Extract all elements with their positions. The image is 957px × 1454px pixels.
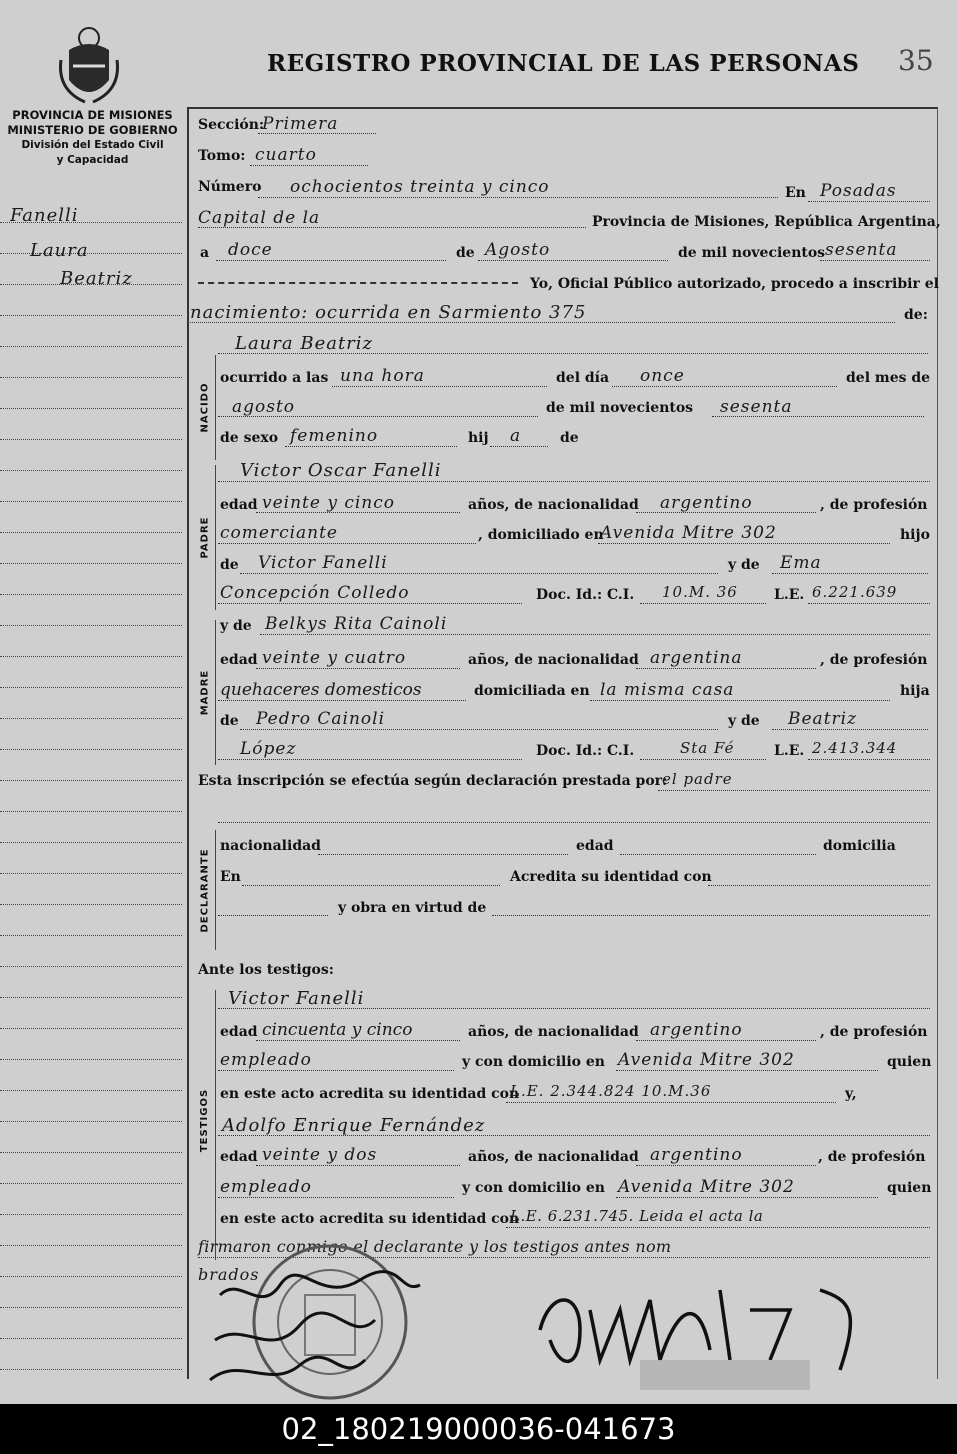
field-line	[218, 603, 522, 604]
margin-rule	[0, 594, 182, 595]
label-del-dia: del día	[556, 370, 610, 386]
value-capital: Capital de la	[198, 208, 321, 228]
margin-rule	[0, 1307, 182, 1308]
field-line	[772, 729, 928, 730]
label-de-mil: de mil novecientos	[678, 245, 826, 261]
label-quien: quien	[887, 1180, 932, 1196]
value-dia-nac: once	[640, 366, 685, 386]
footer-id-bar	[0, 1404, 957, 1454]
field-line	[490, 446, 548, 447]
value-t1-dom: Avenida Mitre 302	[618, 1050, 795, 1070]
label-de: de	[220, 713, 239, 729]
margin-rule	[0, 656, 182, 657]
margin-rule	[0, 625, 182, 626]
margin-rule	[0, 346, 182, 347]
field-line	[258, 197, 778, 198]
field-line	[590, 700, 890, 701]
field-line	[492, 915, 930, 916]
value-padre-nac: argentino	[660, 493, 753, 513]
margin-rule	[0, 1090, 182, 1091]
margin-rule	[0, 1338, 182, 1339]
label-inscripcion: Esta inscripción se efectúa según declaración prestada por:	[198, 773, 668, 789]
value-t2-dom: Avenida Mitre 302	[618, 1177, 795, 1197]
margin-rule	[0, 408, 182, 409]
value-acto: nacimiento: ocurrida en Sarmiento 375	[190, 302, 587, 323]
label-en: En	[785, 185, 806, 201]
field-line	[640, 759, 766, 760]
field-line	[250, 165, 368, 166]
field-line	[218, 915, 328, 916]
value-t1-prof: empleado	[220, 1050, 312, 1070]
value-t2-prof: empleado	[220, 1177, 312, 1197]
value-seccion: Primera	[262, 114, 339, 134]
label-provincia: Provincia de Misiones, República Argentina,	[592, 214, 941, 230]
label-seccion: Sección:	[198, 117, 265, 133]
value-padre-madre1: Ema	[780, 553, 822, 573]
label-con-domicilio: y con domicilio en	[462, 1180, 605, 1196]
field-line	[612, 386, 837, 387]
section-divider	[215, 830, 216, 950]
value-dia: doce	[228, 240, 273, 260]
label-edad: edad	[220, 497, 258, 513]
value-padre-nombre: Victor Oscar Fanelli	[240, 460, 442, 481]
value-madre-madre1: Beatriz	[788, 709, 858, 729]
value-padre-le: 6.221.639	[812, 583, 898, 601]
margin-rule	[0, 1028, 182, 1029]
label-tomo: Tomo:	[198, 148, 246, 164]
margin-rule	[0, 749, 182, 750]
margin-rule	[0, 966, 182, 967]
margin-name-second: Beatriz	[60, 268, 133, 289]
label-ocurrido: ocurrido a las	[220, 370, 329, 386]
margin-rule	[0, 1276, 182, 1277]
agency-line: PROVINCIA DE MISIONES	[12, 108, 173, 122]
label-anios-nac: años, de nacionalidad	[468, 1149, 639, 1165]
field-line	[240, 729, 718, 730]
value-t1-nac: argentino	[650, 1020, 743, 1040]
agency-line: y Capacidad	[56, 154, 129, 166]
label-con-domicilio: y con domicilio en	[462, 1054, 605, 1070]
label-de: de	[560, 430, 579, 446]
value-madre-dom: la misma casa	[600, 680, 735, 700]
field-line	[198, 227, 586, 228]
value-sexo: femenino	[290, 426, 379, 446]
value-mes: Agosto	[485, 240, 551, 260]
label-numero: Número	[198, 179, 262, 195]
value-mes-nac: agosto	[232, 397, 296, 417]
agency-line: División del Estado Civil	[21, 139, 164, 151]
field-line	[218, 481, 930, 482]
label-acredita: Acredita su identidad con	[510, 869, 712, 885]
label-de-colon: de:	[904, 307, 928, 323]
value-t2-nac: argentino	[650, 1145, 743, 1165]
value-padre-madre2: Concepción Colledo	[220, 583, 410, 603]
margin-rule	[0, 563, 182, 564]
label-profesion: , de profesión	[818, 1149, 926, 1165]
value-madre-edad: veinte y cuatro	[262, 648, 407, 668]
margin-rule	[0, 687, 182, 688]
field-line	[256, 1040, 460, 1041]
value-padre-prof: comerciante	[220, 523, 338, 543]
label-acredita-id: en este acto acredita su identidad con	[220, 1211, 520, 1227]
label-profesion: , de profesión	[820, 497, 928, 513]
faint-stamp	[640, 1360, 810, 1390]
label-nacionalidad: nacionalidad	[220, 838, 321, 854]
field-line	[506, 1102, 836, 1103]
field-line	[242, 885, 500, 886]
label-hijo: hijo	[900, 527, 930, 543]
label-profesion: , de profesión	[820, 1024, 928, 1040]
label-y-de: y de	[728, 557, 760, 573]
value-madre-padre: Pedro Cainoli	[256, 709, 386, 729]
field-line	[218, 700, 466, 701]
margin-rule	[0, 904, 182, 905]
field-line	[260, 634, 930, 635]
label-doc: Doc. Id.: C.I.	[536, 743, 635, 759]
field-line	[820, 260, 930, 261]
value-hora: una hora	[340, 366, 425, 386]
section-divider	[215, 620, 216, 765]
margin-rule	[0, 873, 182, 874]
margin-rule	[0, 780, 182, 781]
value-madre-nombre: Belkys Rita Cainoli	[265, 614, 448, 634]
margin-rule	[0, 1152, 182, 1153]
field-line	[218, 1135, 930, 1136]
field-line	[708, 885, 930, 886]
margin-rule	[0, 997, 182, 998]
label-hija: hija	[900, 683, 930, 699]
value-t1-nombre: Victor Fanelli	[228, 988, 365, 1009]
header-title: REGISTRO PROVINCIAL DE LAS PERSONAS	[267, 50, 860, 77]
margin-rule	[0, 1183, 182, 1184]
field-line	[256, 668, 460, 669]
margin-rule	[0, 1369, 182, 1370]
label-anios-nac: años, de nacionalidad	[468, 497, 639, 513]
label-y-de: y de	[728, 713, 760, 729]
field-line	[332, 386, 547, 387]
margin-rule	[0, 842, 182, 843]
value-madre-madre2: López	[240, 739, 297, 759]
field-line	[218, 1070, 454, 1071]
label-de-mil-nov: de mil novecientos	[546, 400, 694, 416]
label-de: de	[456, 245, 475, 261]
value-t2-nombre: Adolfo Enrique Fernández	[222, 1115, 486, 1136]
value-padre-ci: 10.M. 36	[662, 583, 738, 601]
label-le: L.E.	[774, 743, 805, 759]
agency-block	[0, 108, 185, 168]
label-edad: edad	[220, 652, 258, 668]
field-line	[658, 790, 930, 791]
field-line	[218, 416, 538, 417]
value-madre-prof: quehaceres domesticos	[220, 680, 422, 700]
section-label-madre: MADRE	[199, 669, 211, 716]
field-line	[256, 1165, 460, 1166]
field-line	[772, 573, 928, 574]
page-number: 35	[898, 44, 934, 77]
value-cierre: firmaron conmigo el declarante y los testigos antes nom	[198, 1237, 672, 1256]
label-domicilia: domicilia	[823, 838, 896, 854]
value-padre-edad: veinte y cinco	[262, 493, 396, 513]
field-line	[218, 353, 928, 354]
value-declarante: el padre	[662, 770, 733, 788]
margin-rule	[0, 377, 182, 378]
margin-rule	[0, 253, 182, 254]
value-madre-le: 2.413.344	[812, 739, 898, 757]
label-y-comma: y,	[845, 1086, 857, 1102]
value-t2-edad: veinte y dos	[262, 1145, 378, 1165]
margin-rule	[0, 1059, 182, 1060]
label-obra: y obra en virtud de	[338, 900, 487, 916]
label-ante: Ante los testigos:	[198, 962, 334, 978]
label-domiciliada: domiciliada en	[474, 683, 590, 699]
value-madre-ci: Sta Fé	[680, 739, 735, 757]
margin-rule	[0, 501, 182, 502]
section-divider	[215, 355, 216, 460]
section-label-nacido: NACIDO	[199, 382, 211, 433]
label-edad: edad	[220, 1024, 258, 1040]
value-anio: sesenta	[825, 240, 898, 260]
footer-record-id: 02_180219000036-041673	[281, 1412, 676, 1446]
label-le: L.E.	[774, 587, 805, 603]
field-line	[240, 573, 718, 574]
label-yo: Yo, Oficial Público autorizado, procedo a inscribir el	[530, 276, 939, 292]
label-de: de	[220, 557, 239, 573]
margin-rule	[0, 532, 182, 533]
label-a: a	[200, 245, 210, 261]
value-t2-id: L.E. 6.231.745. Leida el acta la	[510, 1207, 764, 1225]
section-label-testigos: TESTIGOS	[199, 1088, 211, 1152]
section-label-declarante: DECLARANTE	[199, 847, 211, 933]
label-y-de: y de	[220, 618, 252, 634]
label-anios-nac: años, de nacionalidad	[468, 1024, 639, 1040]
label-profesion: , de profesión	[820, 652, 928, 668]
section-divider	[215, 990, 216, 1260]
field-line	[318, 854, 568, 855]
value-tomo: cuarto	[255, 145, 317, 165]
value-nacido-nombre: Laura Beatriz	[235, 333, 374, 354]
label-acredita-id: en este acto acredita su identidad con	[220, 1086, 520, 1102]
field-line	[636, 668, 816, 669]
agency-line: MINISTERIO DE GOBIERNO	[7, 123, 178, 137]
value-cierre-2: brados	[198, 1265, 260, 1284]
label-del-mes: del mes de	[846, 370, 931, 386]
field-line	[616, 1197, 878, 1198]
field-line	[640, 603, 766, 604]
field-line	[216, 260, 446, 261]
margin-rule	[0, 811, 182, 812]
field-line	[478, 260, 668, 261]
section-divider	[215, 465, 216, 610]
field-line	[218, 543, 476, 544]
margin-rule	[0, 935, 182, 936]
label-edad-declarante: edad	[576, 838, 614, 854]
field-line	[808, 603, 930, 604]
value-t1-id: L.E. 2.344.824 10.M.36	[510, 1082, 712, 1100]
margin-rule	[0, 315, 182, 316]
margin-rule	[0, 718, 182, 719]
value-t1-edad: cincuenta y cinco	[262, 1020, 413, 1040]
field-line	[636, 1040, 816, 1041]
field-line	[506, 1227, 930, 1228]
margin-name-first: Laura	[30, 240, 89, 261]
field-line	[598, 543, 890, 544]
field-line	[285, 446, 457, 447]
margin-rule	[0, 1121, 182, 1122]
margin-rule	[0, 439, 182, 440]
label-doc: Doc. Id.: C.I.	[536, 587, 635, 603]
value-en: Posadas	[820, 181, 897, 201]
field-line	[636, 1165, 816, 1166]
field-line	[218, 1008, 930, 1009]
value-hij-suffix: a	[510, 426, 522, 446]
label-edad: edad	[220, 1149, 258, 1165]
field-line	[616, 1070, 878, 1071]
value-anio-nac: sesenta	[720, 397, 793, 417]
section-label-padre: PADRE	[199, 516, 211, 559]
field-line	[218, 759, 522, 760]
value-padre-padre: Victor Fanelli	[258, 553, 388, 573]
label-sexo: de sexo	[220, 430, 279, 446]
field-line	[218, 1197, 454, 1198]
coat-of-arms-seal	[55, 20, 123, 106]
label-en: En	[220, 869, 241, 885]
field-line	[620, 854, 816, 855]
field-line	[808, 759, 930, 760]
label-anios-nac: años, de nacionalidad	[468, 652, 639, 668]
margin-rule	[0, 1245, 182, 1246]
field-line	[808, 201, 930, 202]
field-line	[190, 322, 895, 323]
field-line	[218, 822, 930, 823]
value-padre-dom: Avenida Mitre 302	[600, 523, 777, 543]
label-domiciliado: , domiciliado en	[478, 527, 604, 543]
handwritten-signatures	[200, 1265, 440, 1400]
value-numero: ochocientos treinta y cinco	[290, 177, 550, 197]
margin-rule	[0, 1214, 182, 1215]
margin-rule	[0, 470, 182, 471]
value-madre-nac: argentina	[650, 648, 743, 668]
label-hij: hij	[468, 430, 489, 446]
margin-name-surname: Fanelli	[10, 205, 79, 226]
filler-dashes	[198, 282, 518, 284]
label-quien: quien	[887, 1054, 932, 1070]
